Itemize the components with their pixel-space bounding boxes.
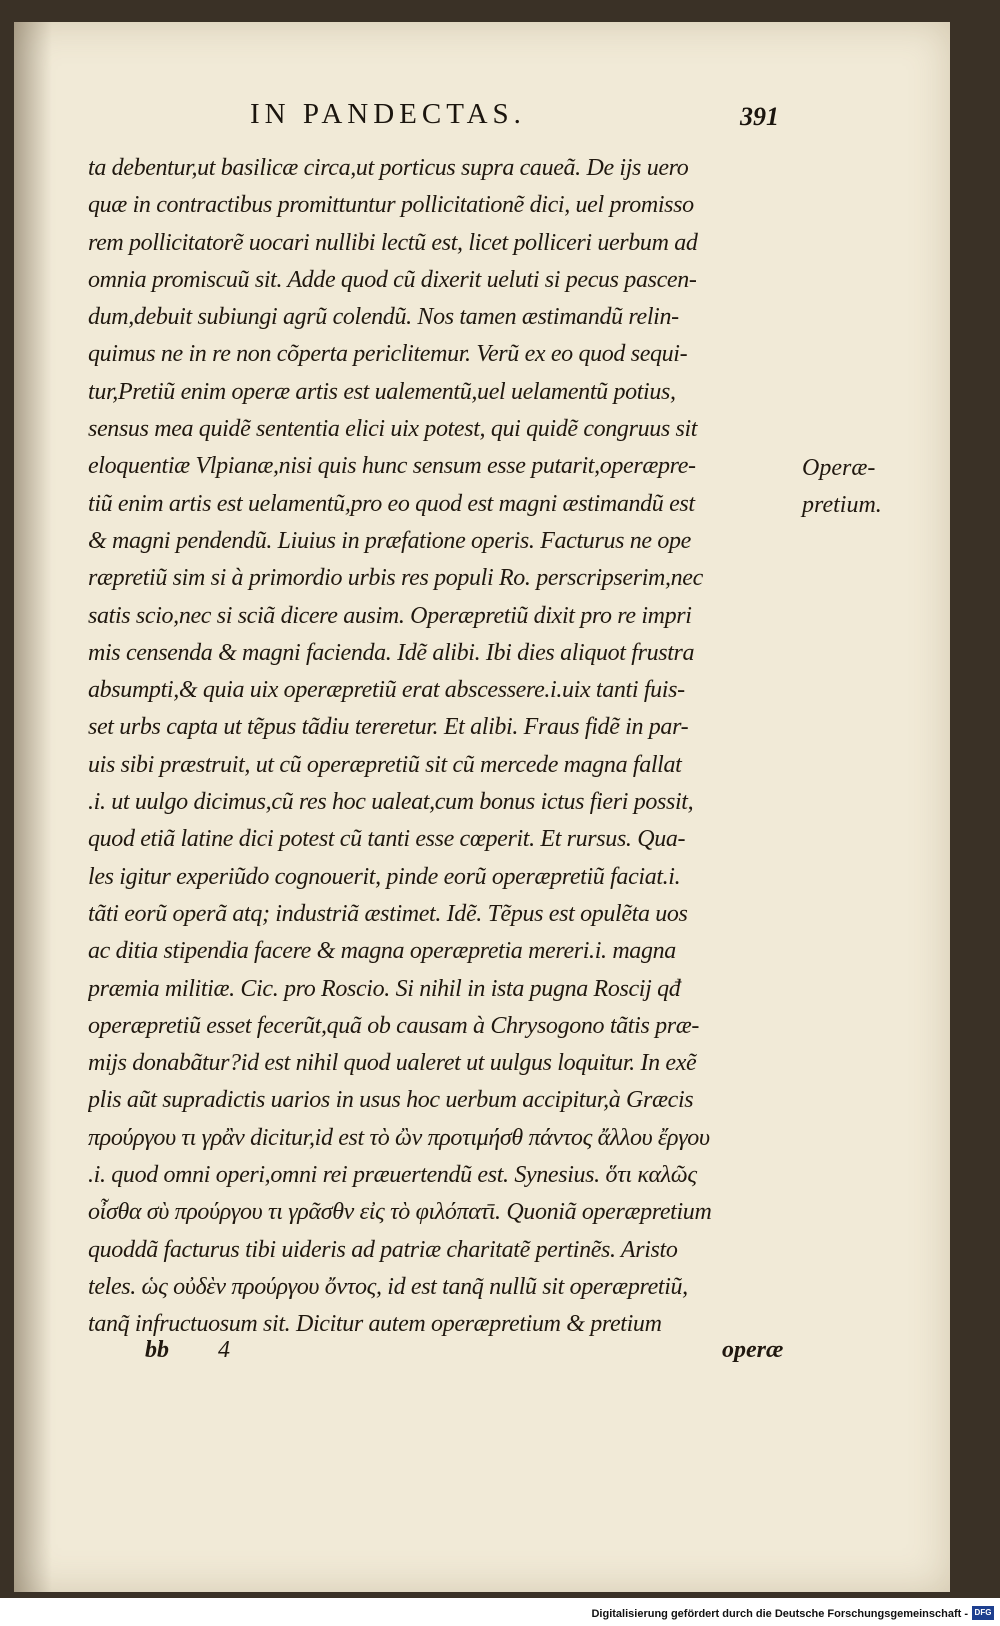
text-line: .i. ut uulgo dicimus,cũ res hoc ualeat,cum bonus ictus fieri possit, [88, 789, 694, 816]
text-line: uis sibi præstruit, ut cũ operæpretiũ sit cũ mercede magna fallat [88, 751, 682, 778]
text-line: operæpretiũ esset fecerũt,quã ob causam à Chrysogono tãtis præ- [88, 1012, 700, 1039]
funding-credit: Digitalisierung gefördert durch die Deutsche Forschungsgemeinschaft - [591, 1608, 968, 1620]
text-line: ac ditia stipendia facere & magna operæpretia mereri.i. magna [88, 938, 676, 965]
text-line: mis censenda & magni facienda. Idẽ alibi. Ibi dies aliquot frustra [88, 639, 695, 666]
marginal-note-line: pretium. [802, 492, 882, 518]
signature-number: 4 [218, 1337, 230, 1363]
text-line: quæ in contractibus promittuntur pollicitationẽ dici, uel promisso [88, 192, 694, 219]
text-line: tiũ enim artis est uelamentũ,pro eo quod est magni æstimandũ est [88, 490, 695, 517]
text-line: satis scio,nec si sciã dicere ausim. Operæpretiũ dixit pro re impri [88, 602, 692, 629]
text-line: rem pollicitatorẽ uocari nullibi lectũ est, licet polliceri uerbum ad [88, 229, 698, 256]
text-line: tur,Pretiũ enim operæ artis est ualementũ,uel uelamentũ potius, [88, 378, 676, 405]
text-line: sensus mea quidẽ sententia elici uix potest, qui quidẽ congruus sit [88, 416, 698, 443]
signature-mark: bb [145, 1337, 169, 1363]
text-line: tanq̃ infructuosum sit. Dicitur autem operæpretium & pretium [88, 1311, 662, 1338]
text-line: teles. ὡς οὐδὲν προύργου ὄντος, id est tanq̃ nullũ sit operæpretiũ, [88, 1273, 688, 1300]
text-line: plis aũt supradictis uarios in usus hoc uerbum accipitur,à Græcis [88, 1087, 694, 1114]
catchword: operæ [722, 1337, 784, 1363]
marginal-note [802, 450, 882, 524]
text-line: προύργου τι γρἂν dicitur,id est τὸ ὢν προτιμήσθ πάντος ἄλλου ἔργου [88, 1124, 710, 1151]
text-line: quoddã facturus tibi uideris ad patriæ charitatẽ pertinẽs. Aristo [88, 1236, 678, 1263]
page-number: 391 [740, 102, 779, 131]
dfg-logo: DFG [972, 1606, 994, 1620]
text-line: omnia promiscuũ sit. Adde quod cũ dixerit ueluti si pecus pascen- [88, 266, 697, 293]
page-gutter-shadow [14, 22, 52, 1592]
text-line: mijs donabãtur?id est nihil quod ualeret ut uulgus loquitur. In exẽ [88, 1050, 697, 1077]
marginal-note-line: Operæ- [802, 455, 876, 481]
text-line: & magni pendendũ. Liuius in præfatione operis. Facturus ne ope [88, 527, 691, 554]
text-line: eloquentiæ Vlpianæ,nisi quis hunc sensum esse putarit,operæpre- [88, 453, 696, 480]
text-line: les igitur experiũdo cognouerit, pinde eorũ operæpretiũ faciat.i. [88, 863, 681, 890]
running-head: IN PANDECTAS. [250, 98, 526, 130]
text-line: ræpretiũ sim si à primordio urbis res populi Ro. perscripserim,nec [88, 565, 703, 592]
text-line: ta debentur,ut basilicæ circa,ut porticus supra caueã. De ijs uero [88, 155, 689, 181]
text-line: absumpti,& quia uix operæpretiũ erat abscessere.i.uix tanti fuis- [88, 677, 685, 704]
text-line: .i. quod omni operi,omni rei præuertendũ est. Synesius. ὅτι καλῶς [88, 1162, 697, 1189]
text-line: οἶσθα σὺ προύργου τι γρᾶσθν εἰς τὸ φιλόπατ̄ι. Quoniã operæpretium [88, 1199, 712, 1226]
text-line: set urbs capta ut tẽpus tãdiu tereretur. Et alibi. Fraus fidẽ in par- [88, 714, 689, 741]
text-line: tãti eorũ operã atq; industriã æstimet. Idẽ. Tẽpus est opulẽta uos [88, 900, 688, 927]
text-line: dum,debuit subiungi agrũ colendũ. Nos tamen æstimandũ relin- [88, 304, 679, 331]
body-text [88, 150, 798, 1344]
text-line: quod etiã latine dici potest cũ tanti esse cœperit. Et rursus. Qua- [88, 826, 686, 853]
text-line: quimus ne in re non cõperta periclitemur. Verũ ex eo quod sequi- [88, 341, 688, 368]
text-line: præmia militiæ. Cic. pro Roscio. Si nihil in ista pugna Roscij qđ [88, 975, 681, 1002]
